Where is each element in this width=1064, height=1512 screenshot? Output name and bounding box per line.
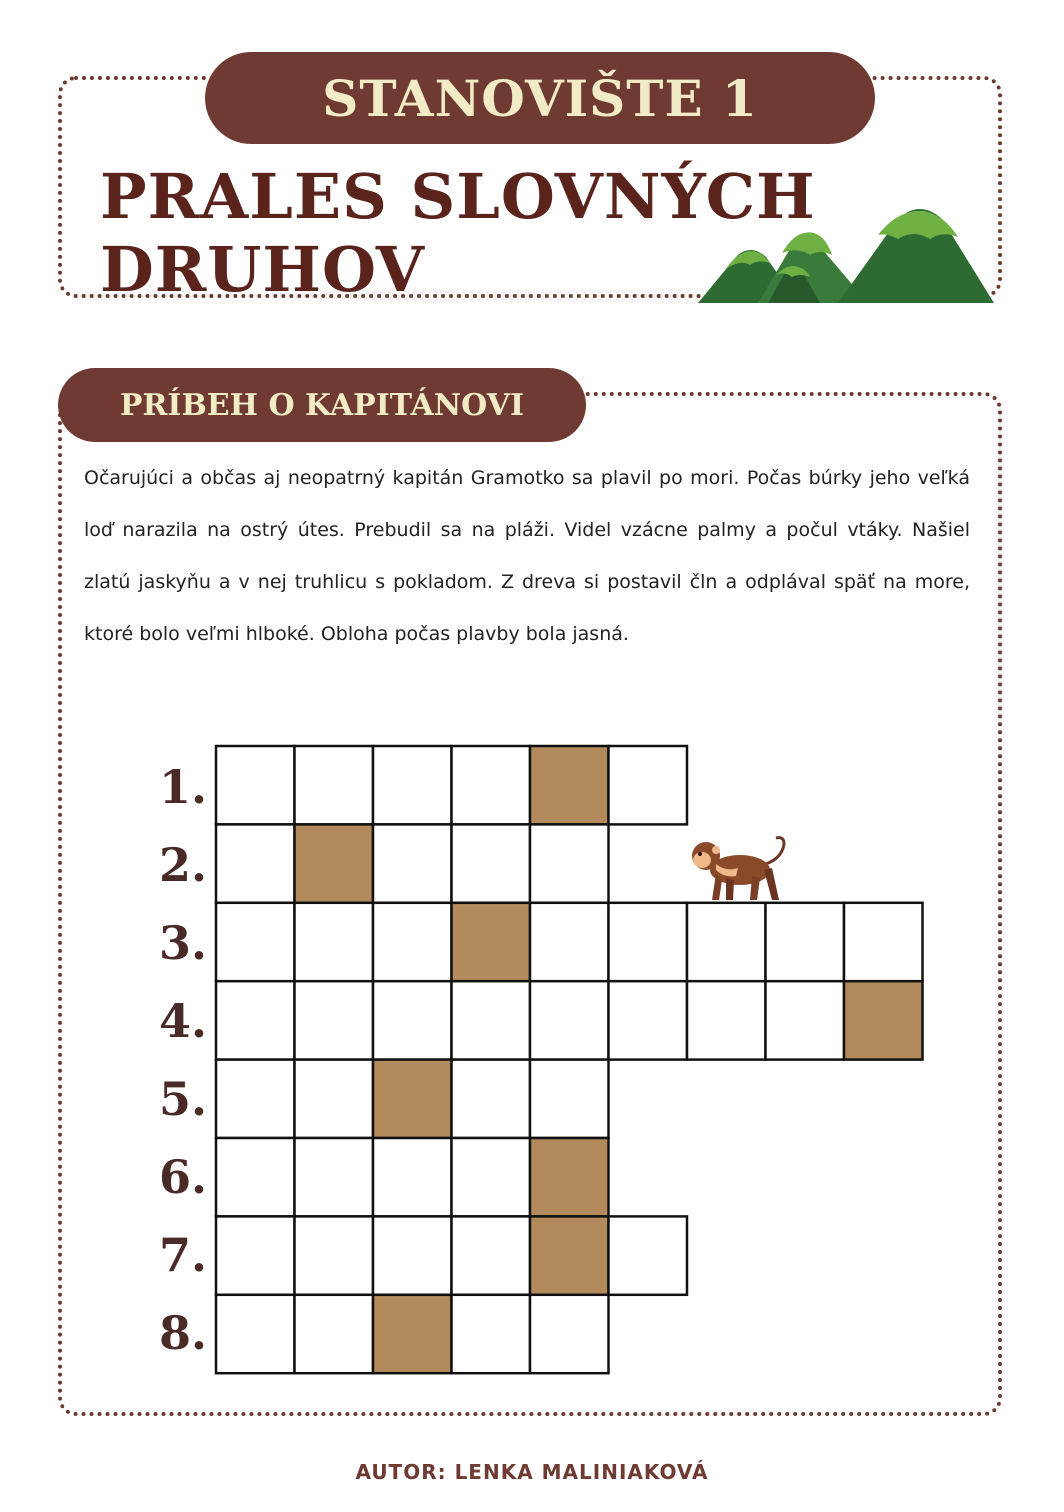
crossword-cell-r4-c9[interactable]: [844, 981, 923, 1059]
crossword-cell-r7-c2[interactable]: [295, 1216, 374, 1294]
station-label: STANOVIŠTE 1: [322, 68, 758, 128]
crossword-cell-r3-c7[interactable]: [687, 903, 766, 981]
story-heading: PRÍBEH O KAPITÁNOVI: [119, 387, 525, 423]
crossword-cell-r4-c4[interactable]: [452, 981, 531, 1059]
crossword-cell-r5-c4[interactable]: [452, 1060, 531, 1138]
crossword-cell-r3-c4[interactable]: [452, 903, 531, 981]
author-credit: AUTOR: LENKA MALINIAKOVÁ: [355, 1460, 709, 1484]
crossword-cell-r2-c4[interactable]: [452, 824, 531, 902]
crossword-cell-r4-c6[interactable]: [609, 981, 688, 1059]
crossword-cell-r1-c6[interactable]: [609, 746, 688, 824]
row-number-2: 2.: [158, 838, 208, 892]
crossword-cell-r4-c3[interactable]: [373, 981, 452, 1059]
monkey-illustration: [686, 834, 790, 904]
page-title: PRALES SLOVNÝCH DRUHOV: [100, 160, 816, 306]
crossword-cell-r7-c6[interactable]: [609, 1216, 688, 1294]
crossword-cell-r2-c2[interactable]: [295, 824, 374, 902]
row-number-7: 7.: [158, 1228, 208, 1282]
row-number-5: 5.: [158, 1072, 208, 1126]
crossword-cell-r6-c4[interactable]: [452, 1138, 531, 1216]
crossword-cell-r3-c2[interactable]: [295, 903, 374, 981]
row-number-4: 4.: [158, 994, 208, 1048]
row-number-8: 8.: [158, 1306, 208, 1360]
crossword-cell-r3-c1[interactable]: [216, 903, 295, 981]
crossword-cell-r8-c1[interactable]: [216, 1295, 295, 1373]
crossword-cell-r4-c1[interactable]: [216, 981, 295, 1059]
crossword-cell-r3-c8[interactable]: [766, 903, 845, 981]
crossword-cell-r2-c1[interactable]: [216, 824, 295, 902]
crossword-cell-r4-c2[interactable]: [295, 981, 374, 1059]
crossword-cell-r3-c3[interactable]: [373, 903, 452, 981]
crossword-cell-r3-c9[interactable]: [844, 903, 923, 981]
crossword-cell-r2-c5[interactable]: [530, 824, 609, 902]
crossword-cell-r7-c3[interactable]: [373, 1216, 452, 1294]
crossword-cell-r8-c3[interactable]: [373, 1295, 452, 1373]
crossword-cell-r5-c3[interactable]: [373, 1060, 452, 1138]
crossword-cell-r1-c1[interactable]: [216, 746, 295, 824]
crossword-cell-r8-c5[interactable]: [530, 1295, 609, 1373]
crossword-cell-r4-c5[interactable]: [530, 981, 609, 1059]
row-number-1: 1.: [158, 760, 208, 814]
crossword-cell-r6-c2[interactable]: [295, 1138, 374, 1216]
crossword-cell-r7-c1[interactable]: [216, 1216, 295, 1294]
crossword-cell-r6-c3[interactable]: [373, 1138, 452, 1216]
crossword-cell-r3-c6[interactable]: [609, 903, 688, 981]
crossword-cell-r6-c5[interactable]: [530, 1138, 609, 1216]
crossword-cell-r8-c2[interactable]: [295, 1295, 374, 1373]
crossword-cell-r1-c4[interactable]: [452, 746, 531, 824]
crossword-cell-r5-c1[interactable]: [216, 1060, 295, 1138]
crossword-cell-r4-c7[interactable]: [687, 981, 766, 1059]
crossword-cell-r7-c4[interactable]: [452, 1216, 531, 1294]
crossword-cell-r2-c3[interactable]: [373, 824, 452, 902]
crossword-cell-r1-c5[interactable]: [530, 746, 609, 824]
crossword-cell-r7-c5[interactable]: [530, 1216, 609, 1294]
crossword-cell-r1-c2[interactable]: [295, 746, 374, 824]
crossword-cell-r5-c2[interactable]: [295, 1060, 374, 1138]
crossword-cell-r5-c5[interactable]: [530, 1060, 609, 1138]
crossword-cell-r6-c1[interactable]: [216, 1138, 295, 1216]
row-number-6: 6.: [158, 1150, 208, 1204]
crossword-cell-r1-c3[interactable]: [373, 746, 452, 824]
crossword-cell-r3-c5[interactable]: [530, 903, 609, 981]
story-text: Očarujúci a občas aj neopatrný kapitán Gramotko sa plavil po mori. Počas búrky jeho veľká loď narazila na ostrý útes. Prebudil sa na pláži. Videl vzácne palmy a počul vtáky. Našiel zlatú jaskyňu a v nej truhlicu s pokladom. Z dreva si postavil čln a odplával späť na more, ktoré bolo veľmi hlboké. Obloha počas plavby bola jasná.: [84, 467, 970, 645]
crossword-cell-r8-c4[interactable]: [452, 1295, 531, 1373]
crossword-cell-r4-c8[interactable]: [766, 981, 845, 1059]
row-number-3: 3.: [158, 916, 208, 970]
